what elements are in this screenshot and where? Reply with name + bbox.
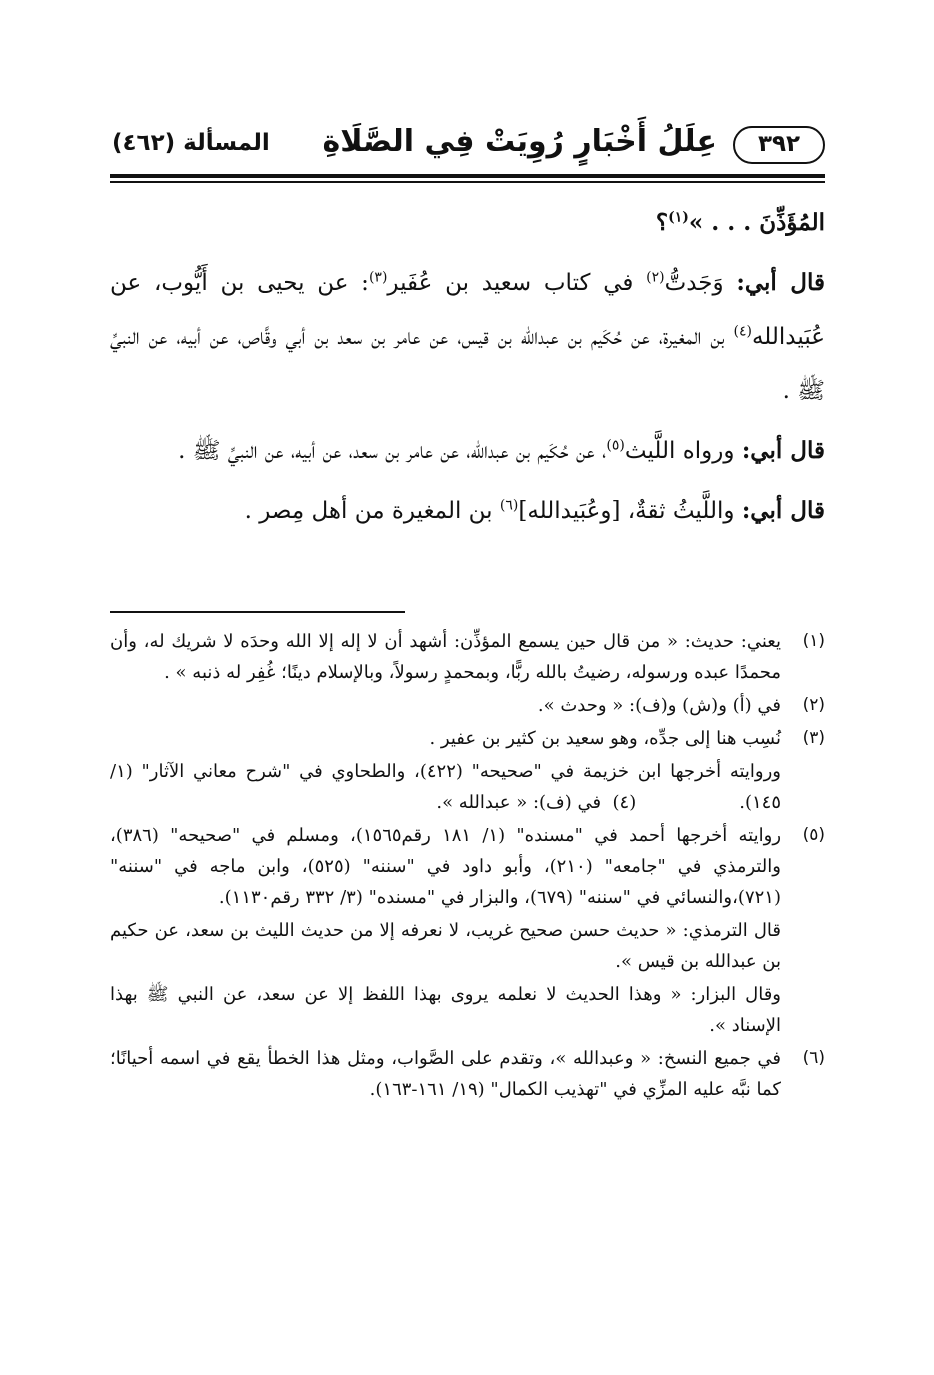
footnote-ref: (٦)	[499, 497, 519, 514]
header-rule-thin	[110, 181, 825, 183]
continuation-text: المُؤَذِّنَ . . . »	[688, 209, 825, 236]
paragraph-text: ورواه اللَّيث	[624, 438, 742, 464]
footnote-text: قال الترمذي: « حديث حسن صحيح غريب، لا نعرفه إلا من حديث الليث بن سعد، عن حكيم بن عبدالله بن قيس ».	[110, 920, 781, 972]
footnote-ref: (٢)	[646, 269, 665, 286]
paragraph-1	[110, 256, 825, 418]
footnote-number: (١)	[802, 631, 825, 651]
footnote-text: روايته أخرجها أحمد في "مسنده" (١/ ١٨١ رقم١٥٦٥)، ومسلم في "صحيحه" (٣٨٦)، والترمذي في "جامعه" (٢١٠)، وأبو داود في "سننه" (٥٢٥)، وابن ماجه في "سننه" (٧٢١)،والنسائي في "سننه" (٦٧٩)، والبزار في "مسنده" (٣/ ٣٣٢ رقم١١٣٠).	[110, 825, 782, 908]
main-text	[110, 196, 825, 544]
footnote-number: (٣)	[802, 728, 825, 748]
footnote-text: في (أ) و(ش) و(ف): « وحدث ».	[537, 695, 781, 716]
footnote-continuation	[104, 756, 825, 818]
footnote-number	[781, 756, 825, 818]
paragraph-lead: قال أبي:	[741, 497, 825, 524]
paragraph-text: في كتاب سعيد بن عُفَير	[387, 270, 647, 296]
footnote-text: وقال البزار: « وهذا الحديث لا نعلمه يروى بهذا اللفظ إلا عن سعد، عن النبي ﷺ بهذا الإسناد ».	[110, 984, 781, 1036]
continuation-line	[110, 196, 825, 250]
footnote	[110, 1043, 825, 1105]
paragraph-text: وَجَدتُّ	[664, 270, 737, 296]
paragraph-text: : عن يحيى بن أَيُّوب، عن عُبَيدالله	[110, 270, 825, 350]
footnote-number: (٢)	[802, 695, 825, 715]
issue-label: المسألة (٤٦٢)	[112, 130, 270, 156]
footnote-continuation	[110, 979, 825, 1041]
paragraph-text: واللَّيثُ ثقةٌ، [وعُبَيدالله]	[518, 498, 742, 524]
footnote-number: (٦)	[802, 1048, 825, 1068]
footnote-number	[781, 915, 825, 977]
footnote-text: نُسِب هنا إلى جدِّه، وهو سعيد بن كثير بن عفير .	[429, 728, 781, 749]
footnote	[110, 690, 825, 721]
footnote	[110, 723, 825, 754]
footnote-separator	[110, 611, 405, 613]
running-header	[110, 120, 825, 170]
paragraph-3	[110, 484, 825, 538]
footnote-continuation	[110, 915, 825, 977]
footnote-text: وروايته أخرجها ابن خزيمة في "صحيحه" (٤٢٢)، والطحاوي في "شرح معاني الآثار" (١/ ١٤٥). (٤) في (ف): « عبدالله ».	[104, 761, 781, 813]
paragraph-2	[110, 424, 825, 478]
paragraph-text: بن المغيرة، عن حُكَيم بن عبدالله بن قيس، عن عامر بن سعد بن أبي وقَّاص، عن أبيه، عن النبيِّ ﷺ .	[110, 324, 825, 404]
footnote-text: في جميع النسخ: « وعبدالله »، وتقدم على الصَّواب، ومثل هذا الخطأ يقع في اسمه أحيانًا؛ كما نبَّه عليه المزِّي في "تهذيب الكمال" (١٩/ ١٦١-١٦٣).	[110, 1048, 781, 1100]
paragraph-lead: قال أبي:	[736, 269, 825, 296]
book-title: عِلَلُ أَخْبَارٍ رُوِيَتْ فِي الصَّلَاةِ	[322, 124, 717, 159]
footnote	[110, 626, 825, 688]
continuation-end: ؟	[655, 209, 669, 236]
footnote-ref: (١)	[668, 209, 689, 226]
footnote-ref: (٥)	[606, 437, 625, 454]
header-rule-thick	[110, 174, 825, 178]
footnote-number: (٥)	[802, 825, 825, 845]
footnote-text: يعني: حديث: « من قال حين يسمع المؤذِّن: أشهد أن لا إله إلا الله وحدَه لا شريك له، وأن محمدًا عبده ورسوله، رضيتُ بالله ربًّا، وبمحمدٍ رسولاً، وبالإسلام دينًا؛ غُفِر له ذنبه » .	[110, 631, 781, 683]
book-page	[104, 110, 825, 1260]
footnotes	[104, 626, 825, 1107]
footnote-ref: (٤)	[733, 323, 752, 340]
footnote-ref: (٣)	[368, 269, 388, 286]
page-number: ٣٩٢	[733, 126, 825, 164]
paragraph-text: ، عن حُكَيم بن عبدالله، عن عامر بن سعد، عن أبيه، عن النبيِّ ﷺ .	[178, 438, 607, 464]
footnote-number	[781, 979, 825, 1041]
paragraph-lead: قال أبي:	[741, 437, 825, 464]
paragraph-text: بن المغيرة من أهل مِصر .	[244, 498, 500, 524]
footnote	[110, 820, 825, 913]
